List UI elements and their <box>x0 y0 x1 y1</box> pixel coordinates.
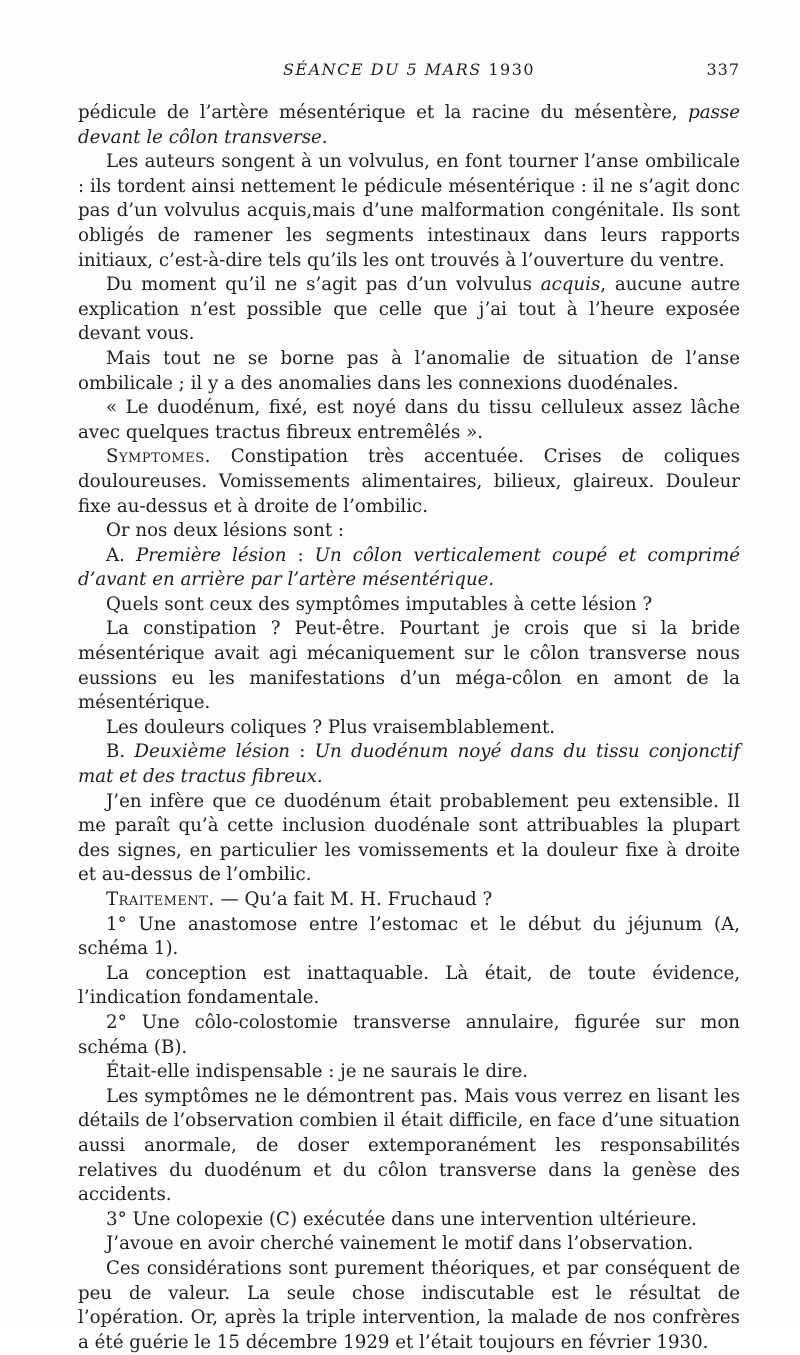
section-label-treatment: Traitement. <box>106 889 215 910</box>
paragraph-15 <box>78 913 740 962</box>
paragraph-text: Or nos deux lésions sont : <box>106 520 345 542</box>
paragraph-13 <box>78 790 740 888</box>
paragraph-text: — Qu’a fait M. H. Fruchaud ? <box>214 889 493 910</box>
paragraph-italic: Un duodénum noyé dans du tissu conjonctif mat et des tractus fibreux. <box>78 741 740 788</box>
paragraph-text: , aucune autre explication n’est possible que celle que j’ai tout à l’heure exposée devant vous. <box>78 274 741 345</box>
paragraph-4 <box>78 347 740 396</box>
running-header <box>78 60 740 84</box>
paragraph-text: La conception est inattaquable. Là était, de toute évidence, l’indication fondamentale. <box>78 962 740 1009</box>
paragraph-17 <box>78 1011 740 1060</box>
paragraph-text: Du moment qu’il ne s’agit pas d’un volvulus <box>106 274 541 296</box>
paragraph-text: Les symptômes ne le démontrent pas. Mais vous verrez en lisant les détails de l’observation combien il était difficile, en face d’une situation aussi anormale, de doser extemporanément les responsabilités relatives du duodénum et du côlon transverse dans la genèse des accidents. <box>78 1085 740 1206</box>
paragraph-treatment <box>78 888 740 913</box>
paragraph-text: Les douleurs coliques ? Plus vraisemblablement. <box>106 716 556 738</box>
paragraph-text: Quels sont ceux des symptômes imputables à cette lésion ? <box>106 593 653 615</box>
paragraph-text: : <box>286 544 315 566</box>
paragraph-lesion-a <box>78 544 740 593</box>
paragraph-text: 1° Une anastomose entre l’estomac et le début du jéjunum (A, schéma 1). <box>78 913 740 960</box>
paragraph-italic: passe devant le côlon transverse. <box>78 102 740 148</box>
paragraph-20 <box>78 1208 740 1233</box>
paragraph-text: 3° Une colopexie (C) exécutée dans une intervention ultérieure. <box>106 1208 697 1230</box>
paragraph-9 <box>78 593 740 618</box>
paragraph-3 <box>78 273 740 347</box>
paragraph-text: Mais tout ne se borne pas à l’anomalie de situation de l’anse ombilicale ; il y a des anomalies dans les connexions duodénales. <box>78 347 740 394</box>
paragraph-1 <box>78 101 740 150</box>
paragraph-text: : <box>290 741 315 763</box>
paragraph-text: La constipation ? Peut-être. Pourtant je crois que si la bride mésentérique avait agi mécaniquement sur le côlon transverse nous eussions eu les manifestations d’un méga-côlon en amont de la mésentérique. <box>78 618 740 714</box>
paragraph-italic: Un côlon verticalement coupé et comprimé d’avant en arrière par l’artère mésentérique. <box>78 544 740 591</box>
paragraph-10 <box>78 617 740 715</box>
paragraph-22 <box>78 1257 740 1355</box>
paragraph-7 <box>78 519 740 544</box>
paragraph-5 <box>78 396 740 445</box>
paragraph-11 <box>78 716 740 741</box>
paragraph-16 <box>78 962 740 1011</box>
paragraph-text: Était-elle indispensable : je ne saurais le dire. <box>106 1061 529 1083</box>
paragraph-18 <box>78 1060 740 1085</box>
paragraph-lesion-b <box>78 740 740 789</box>
paragraph-text: A. <box>106 544 136 566</box>
page-number: 337 <box>706 60 740 79</box>
running-title <box>78 60 740 79</box>
paragraph-text: pédicule de l’artère mésentérique et la racine du mésentère, <box>78 102 689 123</box>
paragraph-italic: Deuxième lésion <box>134 741 290 763</box>
paragraph-text: J’en infère que ce duodénum était probablement peu extensible. Il me paraît qu’à cette inclusion duodénale sont attribuables la plupart des signes, en particulier les vomissements et la douleur fixe à droite et au-dessus de l’ombilic. <box>78 790 740 886</box>
paragraph-19 <box>78 1085 740 1208</box>
running-title-year: 1930 <box>488 60 536 79</box>
paragraph-italic: acquis <box>540 274 601 296</box>
paragraph-quote: « Le duodénum, fixé, est noyé dans du tissu celluleux assez lâche avec quelques tractus fibreux entremêlés ». <box>78 397 740 443</box>
running-title-text: SÉANCE DU 5 MARS <box>282 60 482 79</box>
paragraph-text: 2° Une côlo-colostomie transverse annulaire, figurée sur mon schéma (B). <box>78 1011 740 1058</box>
paragraph-2 <box>78 150 740 273</box>
paragraph-text: B. <box>106 741 135 763</box>
section-label-symptoms: Symptomes. <box>106 446 211 468</box>
paragraph-text: Les auteurs songent à un volvulus, en font tourner l’anse ombilicale : ils tordent ainsi nettement le pédicule mésentérique : il ne s’agit donc pas d’un volvulus acquis,mais d’une malformation congénitale. Ils sont obligés de ramener les segments intestinaux dans leurs rapports initiaux, c’est-à-dire tels qu’ils les ont trouvés à l’ouverture du ventre. <box>78 151 740 271</box>
paragraph-text: Constipation très accentuée. Crises de coliques douloureuses. Vomissements alimentaires, bilieux, glaireux. Douleur fixe au-dessus et à droite de l’ombilic. <box>78 446 740 517</box>
article-body <box>78 101 740 1355</box>
paragraph-text: J’avoue en avoir cherché vainement le motif dans l’observation. <box>106 1233 694 1255</box>
paragraph-symptoms <box>78 445 740 519</box>
paragraph-text: Ces considérations sont purement théoriques, et par conséquent de peu de valeur. La seule chose indiscutable est le résultat de l’opération. Or, après la triple intervention, la malade de nos confrères a été guérie le 15 décembre 1929 et l’était toujours en février 1930. <box>78 1257 740 1353</box>
paragraph-21 <box>78 1232 740 1257</box>
paragraph-italic: Première lésion <box>135 544 287 566</box>
